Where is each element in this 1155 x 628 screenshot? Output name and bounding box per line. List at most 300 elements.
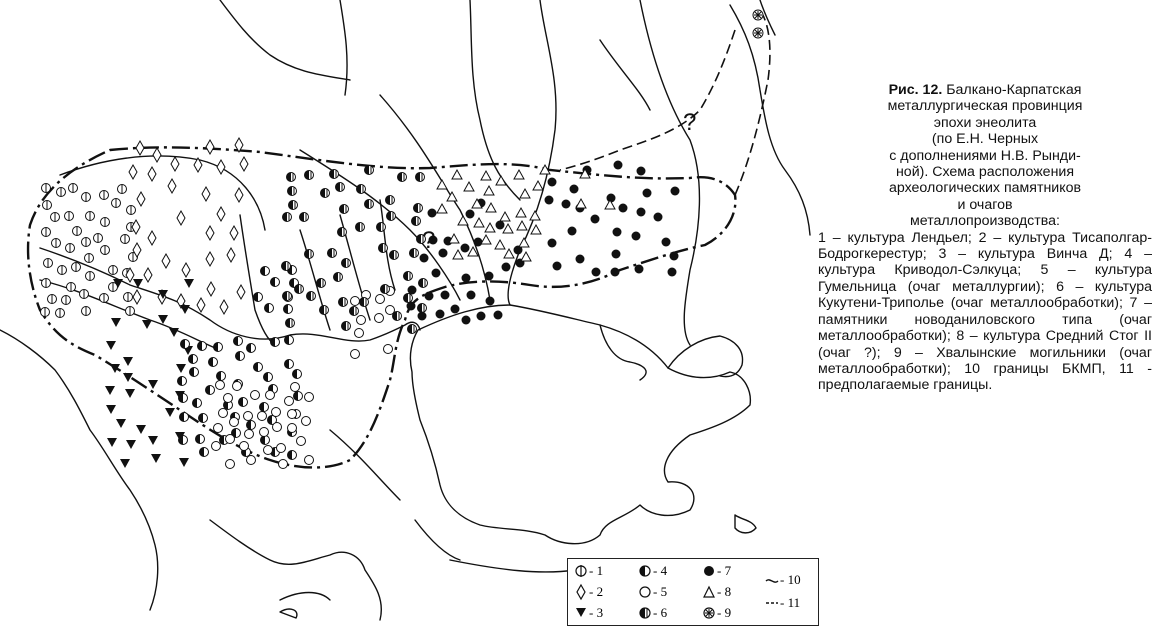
legend-label-8: - 8: [717, 584, 732, 599]
site-circle-striped: [288, 187, 297, 196]
site-diamond-outline: [206, 252, 214, 266]
site-circle-outline: [305, 456, 314, 465]
site-circle-outline: [226, 435, 235, 444]
site-diamond-outline: [237, 285, 245, 299]
site-circle-half-left: [190, 368, 199, 377]
site-circle-striped: [328, 249, 337, 258]
site-circle-outline: [260, 428, 269, 437]
site-circle-filled: [591, 215, 600, 224]
site-circle-striped: [404, 294, 413, 303]
site-circle-half-left: [264, 373, 273, 382]
site-triangle-down-filled: [151, 454, 161, 463]
site-diamond-outline: [168, 179, 176, 193]
site-circle-filled: [632, 232, 641, 241]
site-triangle-down-filled: [120, 459, 130, 468]
site-circle-filled: [461, 244, 470, 253]
site-circle-striped: [410, 249, 419, 258]
legend-item-8: [704, 584, 731, 599]
legend-label-4: - 4: [653, 563, 668, 578]
site-circle-striped: [320, 306, 329, 315]
site-circle-outline: [258, 412, 267, 421]
site-circle-half-left: [284, 305, 293, 314]
site-circle-half-left: [294, 392, 303, 401]
site-circle-outline: [302, 417, 311, 426]
site-circle-striped: [393, 312, 402, 321]
site-circle-vbar: [41, 308, 50, 317]
site-triangle-up-outline: [481, 171, 491, 180]
site-triangle-up-outline: [484, 186, 494, 195]
site-circle-half-left: [285, 360, 294, 369]
site-triangle-up-outline: [503, 224, 513, 233]
site-diamond-outline: [177, 211, 185, 225]
site-circle-striped: [295, 285, 304, 294]
site-diamond-outline: [235, 188, 243, 202]
site-circle-outline: [351, 297, 360, 306]
site-circle-striped: [414, 204, 423, 213]
site-diamond-outline: [202, 187, 210, 201]
legend-item-6: [640, 605, 668, 620]
question-mark-north: ?: [683, 109, 697, 136]
site-diamond-outline: [137, 192, 145, 206]
site-triangle-down-filled: [169, 328, 179, 337]
site-circle-half-left: [288, 451, 297, 460]
site-circle-filled: [462, 316, 471, 325]
site-circle-outline: [277, 444, 286, 453]
site-circle-half-left: [247, 421, 256, 430]
site-circle-vbar: [43, 201, 52, 210]
site-triangle-up-outline: [481, 235, 491, 244]
site-circle-filled: [671, 187, 680, 196]
site-diamond-outline: [207, 282, 215, 296]
site-circle-filled: [494, 311, 503, 320]
site-circle-half-left: [271, 338, 280, 347]
site-circle-striped: [412, 217, 421, 226]
caption-line: металлопроизводства:: [910, 213, 1060, 230]
legend-item-2: [577, 584, 603, 599]
caption-line: археологических памятников: [888, 180, 1082, 197]
site-circle-filled: [568, 227, 577, 236]
site-triangle-up-outline: [533, 181, 543, 190]
site-circle-outline: [288, 410, 297, 419]
site-circle-filled: [670, 252, 679, 261]
site-circle-outline: [376, 295, 385, 304]
site-triangle-up-outline: [485, 223, 495, 232]
legend-label-2: - 2: [589, 584, 604, 599]
site-circle-outline: [266, 391, 275, 400]
site-circle-half-left: [209, 358, 218, 367]
site-diamond-outline: [153, 148, 161, 162]
site-circle-striped: [317, 279, 326, 288]
site-circle-striped: [418, 304, 427, 313]
site-triangle-up-outline: [500, 212, 510, 221]
site-diamond-outline: [148, 231, 156, 245]
site-circle-half-left: [198, 342, 207, 351]
site-circle-outline: [233, 382, 242, 391]
site-triangle-down-filled: [180, 305, 190, 314]
site-circle-half-left: [193, 399, 202, 408]
site-triangle-up-outline: [521, 252, 531, 261]
site-circle-vbar: [126, 307, 135, 316]
site-circle-outline: [305, 393, 314, 402]
site-circle-outline: [224, 394, 233, 403]
legend-item-3: [576, 605, 603, 620]
site-circle-half-left: [178, 377, 187, 386]
legend-label-6: - 6: [653, 605, 668, 620]
site-diamond-outline: [206, 226, 214, 240]
site-triangle-down-filled: [176, 364, 186, 373]
site-circle-vbar: [69, 184, 78, 193]
site-diamond-outline: [182, 263, 190, 277]
legend-label-11: - 11: [780, 595, 801, 610]
site-circle-half-left: [271, 278, 280, 287]
site-triangle-down-filled: [123, 357, 133, 366]
site-circle-striped: [283, 213, 292, 222]
site-circle-outline: [297, 437, 306, 446]
site-circle-striped: [386, 196, 395, 205]
site-triangle-up-outline: [531, 225, 541, 234]
site-circle-half-left: [200, 448, 209, 457]
site-triangle-down-filled: [125, 389, 135, 398]
site-circle-filled: [654, 213, 663, 222]
site-diamond-outline: [217, 160, 225, 174]
site-circle-filled: [548, 239, 557, 248]
figure-label: Рис. 12.: [888, 82, 943, 98]
site-circle-filled: [570, 185, 579, 194]
caption-line: эпохи энеолита: [933, 114, 1037, 131]
site-circle-outline: [245, 430, 254, 439]
legend-label-1: - 1: [589, 563, 604, 578]
bkmp-boundary: [28, 147, 735, 467]
site-triangle-down-filled: [165, 408, 175, 417]
site-circle-outline: [219, 409, 228, 418]
site-circle-outline: [273, 423, 282, 432]
site-circle-outline: [244, 412, 253, 421]
site-circle-outline: [272, 408, 281, 417]
site-circle-vbar: [127, 206, 136, 215]
site-triangle-down-filled: [107, 438, 117, 447]
site-circle-filled: [451, 305, 460, 314]
site-circle-filled: [637, 167, 646, 176]
site-circle-striped: [342, 322, 351, 331]
site-circle-half-left: [214, 343, 223, 352]
site-circle-filled: [553, 262, 562, 271]
site-circle-half-left: [199, 414, 208, 423]
site-triangle-up-outline: [453, 250, 463, 259]
site-circle-outline: [355, 329, 364, 338]
site-triangle-up-outline: [496, 176, 506, 185]
legend-item-11: [766, 595, 800, 610]
site-circle-striped: [305, 250, 314, 259]
site-triangle-up-outline: [519, 238, 529, 247]
site-circle-filled: [635, 265, 644, 274]
site-circle-vbar: [67, 283, 76, 292]
legend-label-7: - 7: [717, 563, 732, 578]
site-circle-striped: [365, 200, 374, 209]
site-circle-vbar: [62, 296, 71, 305]
site-circle-vbar: [101, 246, 110, 255]
site-triangle-down-filled: [184, 279, 194, 288]
site-triangle-up-outline: [530, 211, 540, 220]
caption-line: (по Е.Н. Черных: [931, 131, 1039, 148]
site-circle-striped: [286, 319, 295, 328]
site-circle-striped: [416, 173, 425, 182]
site-circle-striped: [305, 171, 314, 180]
site-circle-vbar: [112, 199, 121, 208]
site-circle-half-left: [179, 394, 188, 403]
site-circle-striped: [390, 251, 399, 260]
site-circle-striped: [360, 298, 369, 307]
site-circle-vbar: [65, 212, 74, 221]
site-circle-outline: [251, 391, 260, 400]
site-circle-vbar: [82, 307, 91, 316]
caption-heading: [818, 82, 1152, 230]
site-circle-striped: [365, 166, 374, 175]
site-circle-filled: [611, 268, 620, 277]
site-circle-outline: [264, 446, 273, 455]
site-circle-half-left: [254, 293, 263, 302]
site-diamond-outline: [240, 157, 248, 171]
site-circle-filled: [441, 291, 450, 300]
site-diamond-outline: [206, 140, 214, 154]
site-triangle-up-outline: [458, 216, 468, 225]
site-circle-half-left: [217, 372, 226, 381]
site-diamond-outline: [148, 167, 156, 181]
site-circle-half-left: [206, 386, 215, 395]
site-circle-half-left: [260, 403, 269, 412]
site-circle-striped: [408, 325, 417, 334]
site-triangle-down-filled: [106, 341, 116, 350]
site-circle-half-left: [181, 340, 190, 349]
site-triangle-up-outline: [437, 204, 447, 213]
presumed-boundary: [560, 10, 770, 195]
site-circle-vbar: [121, 235, 130, 244]
site-circle-striped: [342, 259, 351, 268]
site-circle-filled: [462, 274, 471, 283]
site-circle-half-left: [254, 363, 263, 372]
site-circle-striped: [289, 201, 298, 210]
site-circle-filled: [418, 312, 427, 321]
site-circle-vbar: [48, 295, 57, 304]
site-circle-vbar: [109, 266, 118, 275]
site-triangle-up-outline: [520, 189, 530, 198]
site-circle-vbar: [58, 266, 67, 275]
site-circle-vbar: [80, 290, 89, 299]
site-diamond-outline: [217, 207, 225, 221]
site-triangle-up-outline: [517, 221, 527, 230]
site-triangle-down-filled: [105, 386, 115, 395]
site-circle-vbar: [44, 259, 53, 268]
site-circle-filled: [425, 292, 434, 301]
site-circle-striped: [283, 292, 292, 301]
site-triangle-up-outline: [486, 203, 496, 212]
site-circle-filled: [485, 272, 494, 281]
site-circle-half-left: [261, 267, 270, 276]
site-circle-vbar: [101, 218, 110, 227]
site-circle-filled: [407, 302, 416, 311]
site-circle-striped: [307, 292, 316, 301]
site-diamond-outline: [220, 300, 228, 314]
site-circle-half-left: [265, 304, 274, 313]
site-circle-vbar: [82, 193, 91, 202]
site-circle-half-left: [239, 398, 248, 407]
site-triangle-up-outline: [516, 208, 526, 217]
legend-label-9: - 9: [717, 605, 732, 620]
site-circle-filled: [486, 297, 495, 306]
site-circle-filled: [408, 286, 417, 295]
site-circle-filled: [613, 228, 622, 237]
figure-caption: [818, 82, 1152, 394]
site-triangle-up-outline: [447, 192, 457, 201]
site-circle-striped: [356, 223, 365, 232]
site-triangle-up-outline: [474, 218, 484, 227]
map-legend: [567, 558, 819, 626]
site-diamond-outline: [132, 220, 140, 234]
site-circle-filled: [439, 249, 448, 258]
site-circle-outline: [384, 345, 393, 354]
site-circle-filled: [545, 196, 554, 205]
site-circle-outline: [279, 460, 288, 469]
site-circle-striped: [357, 185, 366, 194]
legend-item-5: [640, 584, 667, 599]
legend-label-10: - 10: [780, 572, 801, 587]
site-circle-filled: [614, 161, 623, 170]
site-circle-half-left: [234, 337, 243, 346]
site-triangle-up-outline: [504, 249, 514, 258]
site-triangle-down-filled: [111, 318, 121, 327]
caption-body: 1 – культура Лендьел; 2 – культура Тисаполгар-Бодрогкерестур; 3 – культура Винча Д; 4 – культура Криводол-Сэлкуца; 5 – культура Гумельница (очаг металлургии); 6 – культура Кукутени-Триполье (очаг металлообработки); 7 – памятники новоданиловского типа (очаг металлообработки); 8 – культура Средний Стог II (очаг ?); 9 – Хвалынские могильники (очаг металлообработки); 10 границы БКМП, 11 - предполагаемые границы.: [818, 229, 1152, 394]
site-circle-striped: [321, 189, 330, 198]
site-circle-vbar: [100, 294, 109, 303]
site-circle-outline: [214, 424, 223, 433]
site-circle-filled: [477, 312, 486, 321]
site-diamond-outline: [162, 254, 170, 268]
site-circle-vbar: [124, 293, 133, 302]
site-circle-vbar: [56, 309, 65, 318]
site-circle-vbar: [118, 185, 127, 194]
site-diamond-outline: [144, 268, 152, 282]
site-circle-striped: [338, 228, 347, 237]
site-triangle-up-outline: [464, 182, 474, 191]
site-circle-half-left: [236, 352, 245, 361]
site-circle-outline: [216, 381, 225, 390]
site-circle-vbar: [85, 254, 94, 263]
site-circle-filled: [436, 310, 445, 319]
site-circle-outline: [226, 460, 235, 469]
site-triangle-down-filled: [116, 419, 126, 428]
site-circle-filled: [576, 255, 585, 264]
site-circle-vbar: [42, 279, 51, 288]
site-circle-outline: [240, 442, 249, 451]
site-circle-asterisk: [753, 28, 763, 38]
site-circle-vbar: [42, 228, 51, 237]
site-circle-filled: [432, 269, 441, 278]
site-circle-half-left: [293, 370, 302, 379]
site-circle-filled: [467, 291, 476, 300]
question-mark-center: ?: [422, 227, 436, 254]
site-triangle-down-filled: [148, 436, 158, 445]
site-diamond-outline: [129, 165, 137, 179]
site-circle-vbar: [73, 227, 82, 236]
site-diamond-outline: [230, 226, 238, 240]
site-circle-filled: [662, 238, 671, 247]
site-circle-filled: [592, 268, 601, 277]
site-circle-filled: [668, 268, 677, 277]
site-circle-half-left: [189, 355, 198, 364]
site-triangle-down-filled: [136, 425, 146, 434]
site-circle-striped: [340, 205, 349, 214]
site-circle-outline: [357, 316, 366, 325]
legend-item-4: [640, 563, 668, 578]
site-circle-outline: [247, 456, 256, 465]
legend-item-10: [766, 572, 801, 587]
site-diamond-outline: [171, 157, 179, 171]
site-circle-vbar: [72, 263, 81, 272]
site-circle-filled: [612, 250, 621, 259]
site-circle-filled: [562, 200, 571, 209]
site-circle-half-left: [247, 344, 256, 353]
site-circle-striped: [404, 272, 413, 281]
legend-label-5: - 5: [653, 584, 668, 599]
site-diamond-outline: [197, 298, 205, 312]
site-circle-half-left: [285, 336, 294, 345]
site-diamond-outline: [133, 290, 141, 304]
site-circle-filled: [420, 254, 429, 263]
site-triangle-down-filled: [142, 320, 152, 329]
site-triangle-down-filled: [106, 405, 116, 414]
site-circle-vbar: [100, 191, 109, 200]
site-circle-vbar: [51, 213, 60, 222]
site-circle-filled: [496, 221, 505, 230]
site-circle-vbar: [86, 212, 95, 221]
site-circle-striped: [379, 244, 388, 253]
site-circle-filled: [643, 189, 652, 198]
site-circle-outline: [212, 442, 221, 451]
site-circle-striped: [300, 213, 309, 222]
site-circle-striped: [330, 170, 339, 179]
site-circle-outline: [291, 383, 300, 392]
site-triangle-down-filled: [126, 440, 136, 449]
site-circle-outline: [351, 350, 360, 359]
site-circle-asterisk: [753, 10, 763, 20]
legend-label-3: - 3: [589, 605, 604, 620]
site-circle-half-left: [179, 436, 188, 445]
site-circle-filled: [637, 208, 646, 217]
site-circle-vbar: [57, 188, 66, 197]
site-circle-striped: [377, 223, 386, 232]
site-circle-striped: [287, 173, 296, 182]
site-circle-striped: [336, 183, 345, 192]
site-triangle-down-filled: [148, 380, 158, 389]
site-circle-outline: [230, 418, 239, 427]
site-circle-striped: [334, 273, 343, 282]
site-circle-vbar: [52, 239, 61, 248]
site-circle-outline: [288, 424, 297, 433]
site-triangle-up-outline: [452, 170, 462, 179]
site-triangle-up-outline: [514, 170, 524, 179]
site-triangle-up-outline: [495, 240, 505, 249]
site-circle-striped: [339, 298, 348, 307]
legend-item-7: [704, 563, 732, 578]
site-circle-filled: [428, 209, 437, 218]
site-circle-vbar: [86, 272, 95, 281]
site-diamond-outline: [227, 248, 235, 262]
site-triangle-up-outline: [437, 180, 447, 189]
site-circle-vbar: [42, 184, 51, 193]
site-circle-striped: [381, 285, 390, 294]
site-circle-striped: [398, 173, 407, 182]
site-triangle-up-outline: [576, 199, 586, 208]
legend-item-9: [704, 605, 731, 620]
